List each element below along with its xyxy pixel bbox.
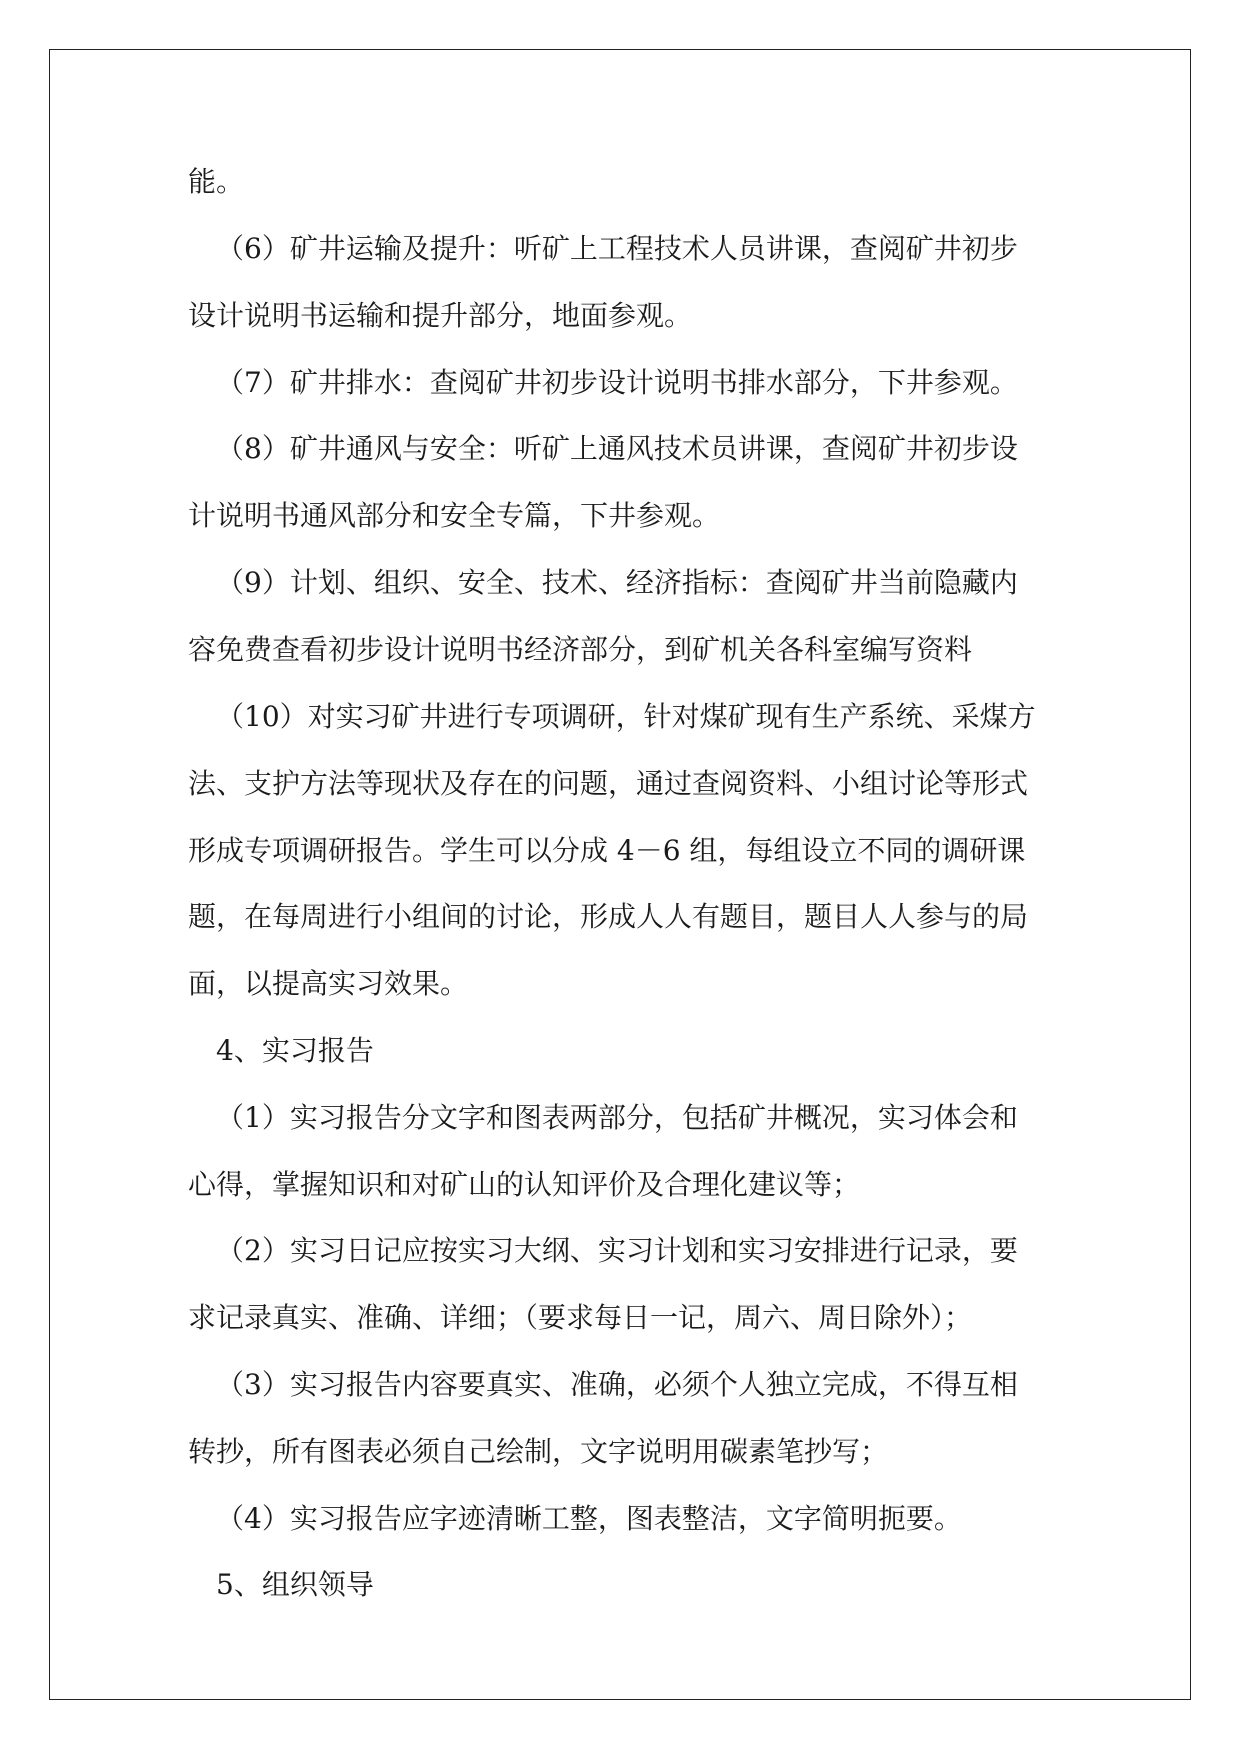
paragraph-line: （1）实习报告分文字和图表两部分，包括矿井概况，实习体会和 (216, 1101, 1018, 1134)
paragraph-line: 计说明书通风部分和安全专篇，下井参观。 (188, 499, 721, 532)
paragraph-line: （4）实习报告应字迹清晰工整，图表整洁，文字简明扼要。 (216, 1502, 962, 1535)
paragraph-line: 设计说明书运输和提升部分，地面参观。 (188, 299, 693, 332)
paragraph-line: （9）计划、组织、安全、技术、经济指标：查阅矿井当前隐藏内 (216, 566, 1018, 599)
section-heading: 5、组织领导 (216, 1568, 374, 1601)
paragraph-line: 形成专项调研报告。学生可以分成 4－6 组，每组设立不同的调研课 (188, 834, 1026, 867)
paragraph-line: 心得，掌握知识和对矿山的认知评价及合理化建议等； (188, 1168, 861, 1201)
paragraph-line: 求记录真实、准确、详细；（要求每日一记，周六、周日除外）； (188, 1301, 973, 1334)
paragraph-line: 面，以提高实习效果。 (188, 967, 469, 1000)
paragraph-line: （3）实习报告内容要真实、准确，必须个人独立完成，不得互相 (216, 1368, 1018, 1401)
paragraph-line: 法、支护方法等现状及存在的问题，通过查阅资料、小组讨论等形式 (188, 767, 1029, 800)
paragraph-line: （7）矿井排水：查阅矿井初步设计说明书排水部分，下井参观。 (216, 366, 1018, 399)
paragraph-line: （6）矿井运输及提升：听矿上工程技术人员讲课，查阅矿井初步 (216, 232, 1018, 265)
paragraph-line: 容免费查看初步设计说明书经济部分，到矿机关各科室编写资料 (188, 633, 973, 666)
section-heading: 4、实习报告 (216, 1034, 374, 1067)
paragraph-line: （10）对实习矿井进行专项调研，针对煤矿现有生产系统、采煤方 (216, 700, 1036, 733)
paragraph-line: （8）矿井通风与安全：听矿上通风技术员讲课，查阅矿井初步设 (216, 432, 1018, 465)
paragraph-line: 能。 (188, 165, 245, 198)
paragraph-line: （2）实习日记应按实习大纲、实习计划和实习安排进行记录，要 (216, 1234, 1018, 1267)
paragraph-line: 题，在每周进行小组间的讨论，形成人人有题目，题目人人参与的局 (188, 900, 1029, 933)
paragraph-line: 转抄，所有图表必须自己绘制，文字说明用碳素笔抄写； (188, 1435, 889, 1468)
